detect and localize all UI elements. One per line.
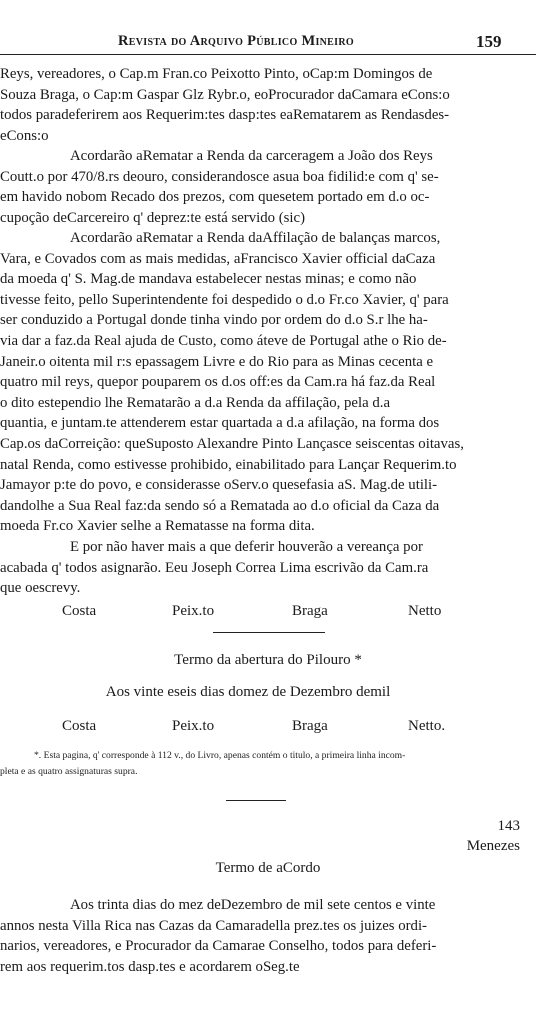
text-line: Cap.os daCorreição: queSuposto Alexandre Pinto Lançasce seiscentas oitavas, <box>0 435 464 452</box>
termo-acordo-title: Termo de aCordo <box>215 860 321 876</box>
text-line: todos paradeferirem aos Requerim:tes dasp:tes eaRematarem as Rendasdes- <box>0 107 450 124</box>
section-divider <box>226 800 286 801</box>
text-line: em havido nobom Recado dos prezos, com quesetem portado em d.o oc- <box>0 189 430 206</box>
text-line: acabada q' todos asignarão. Eeu Joseph Correa Lima escrivão da Cam.ra <box>0 559 429 576</box>
text-line: Vara, e Covados com as mais medidas, aFrancisco Xavier official daCaza <box>0 250 436 267</box>
signature: Braga <box>292 718 328 734</box>
signature: Netto. <box>408 718 446 734</box>
termo-abertura-text: Aos vinte eseis dias domez de Dezembro demil <box>105 684 391 700</box>
text-line: cupoção deCarcereiro q' deprez:te está servido (sic) <box>0 209 306 226</box>
text-line: que oescrevy. <box>0 580 81 597</box>
text-line: da moeda q' S. Mag.de mandava estabelecer nestas minas; e como não <box>0 271 417 288</box>
text-line: dandolhe a Sua Real faz:da sendo só a Rematada ao d.o oficial da Caza da <box>0 497 440 514</box>
paragraph-carceragem <box>0 146 528 228</box>
section-divider <box>213 632 325 633</box>
text-line: quatro mil reys, quepor pouparem os d.os off:es da Cam.ra há faz.da Real <box>0 374 436 391</box>
text-line: moeda Fr.co Xavier selhe a Rematasse na forma dita. <box>0 518 315 535</box>
paragraph-affilacao <box>0 228 528 537</box>
signature: Netto <box>408 603 442 619</box>
signature: Braga <box>292 603 328 619</box>
header-rule <box>0 54 536 55</box>
text-line: rem aos requerim.tos dasp.tes e acordarem oSeg.te <box>0 958 300 975</box>
signature: Peix.to <box>172 603 215 619</box>
signature: Costa <box>62 718 97 734</box>
journal-title: Revista do Arquivo Público Mineiro <box>118 33 354 49</box>
text-line: o dito estependio lhe Rematarão a d.a Renda da affilação, pela d.a <box>0 394 391 411</box>
text-line: quantia, e juntam.te attenderem estar quartada a d.a afilação, na forma dos <box>0 415 440 432</box>
footnote-line: *. Esta pagina, q' corresponde à 112 v., do Livro, apenas contém o titulo, a primeira linha incom- <box>34 750 406 761</box>
termo-abertura-title: Termo da abertura do Pilouro * <box>174 652 362 668</box>
text-line: natal Renda, como estivesse prohibido, einabilitado para Lançar Requerim.to <box>0 456 457 473</box>
text-line: tivesse feito, pello Superintendente foi despedido o d.o Fr.co Xavier, q' para <box>0 291 449 308</box>
paragraph-acordo <box>0 895 528 977</box>
text-line: Jamayor p:te do povo, e considerasse oServ.o quesefasia aS. Mag.de utili- <box>0 477 438 494</box>
text-line: Reys, vereadores, o Cap.m Fran.co Peixotto Pinto, oCap:m Domingos de <box>0 66 433 82</box>
folio-name: Menezes <box>466 838 520 854</box>
signature: Peix.to <box>172 718 215 734</box>
running-header <box>0 32 536 54</box>
paragraph-closing <box>0 537 528 599</box>
text-line: Aos trinta dias do mez deDezembro de mil sete centos e vinte <box>70 897 436 913</box>
signature: Costa <box>62 603 97 619</box>
text-line: Souza Braga, o Cap:m Gaspar Glz Rybr.o, eoProcurador daCamara eCons:o <box>0 86 450 103</box>
text-line: via dar a faz.da Real ajuda de Custo, como áteve de Portugal athe o Rio de- <box>0 332 447 349</box>
text-line: E por não haver mais a que deferir houverão a vereança por <box>70 539 423 555</box>
footnote <box>0 748 536 780</box>
text-line: eCons:o <box>0 127 49 144</box>
text-line: ser conduzido a Portugal donde tinha vindo por ordem do d.o S.r lhe ha- <box>0 312 428 329</box>
text-line: Coutt.o por 470/8.rs deouro, considerandosce asua boa fidilid:e com q' se- <box>0 168 439 185</box>
text-line: narios, vereadores, e Procurador da Camarae Conselho, todos para deferi- <box>0 938 437 955</box>
text-line: Acordarão aRematar a Renda daAffilação de balanças marcos, <box>70 230 441 246</box>
folio-number: 143 <box>497 818 520 834</box>
paragraph-attendees <box>0 64 528 146</box>
page-number: 159 <box>476 32 502 51</box>
footnote-line: pleta e as quatro assignaturas supra. <box>0 766 138 777</box>
text-line: Janeir.o oitenta mil r:s epassagem Livre e do Rio para as Minas cecenta e <box>0 353 434 370</box>
text-line: Acordarão aRematar a Renda da carceragem a João dos Reys <box>70 148 433 164</box>
text-line: annos nesta Villa Rica nas Cazas da Camaradella prez.tes os juizes ordi- <box>0 917 427 934</box>
